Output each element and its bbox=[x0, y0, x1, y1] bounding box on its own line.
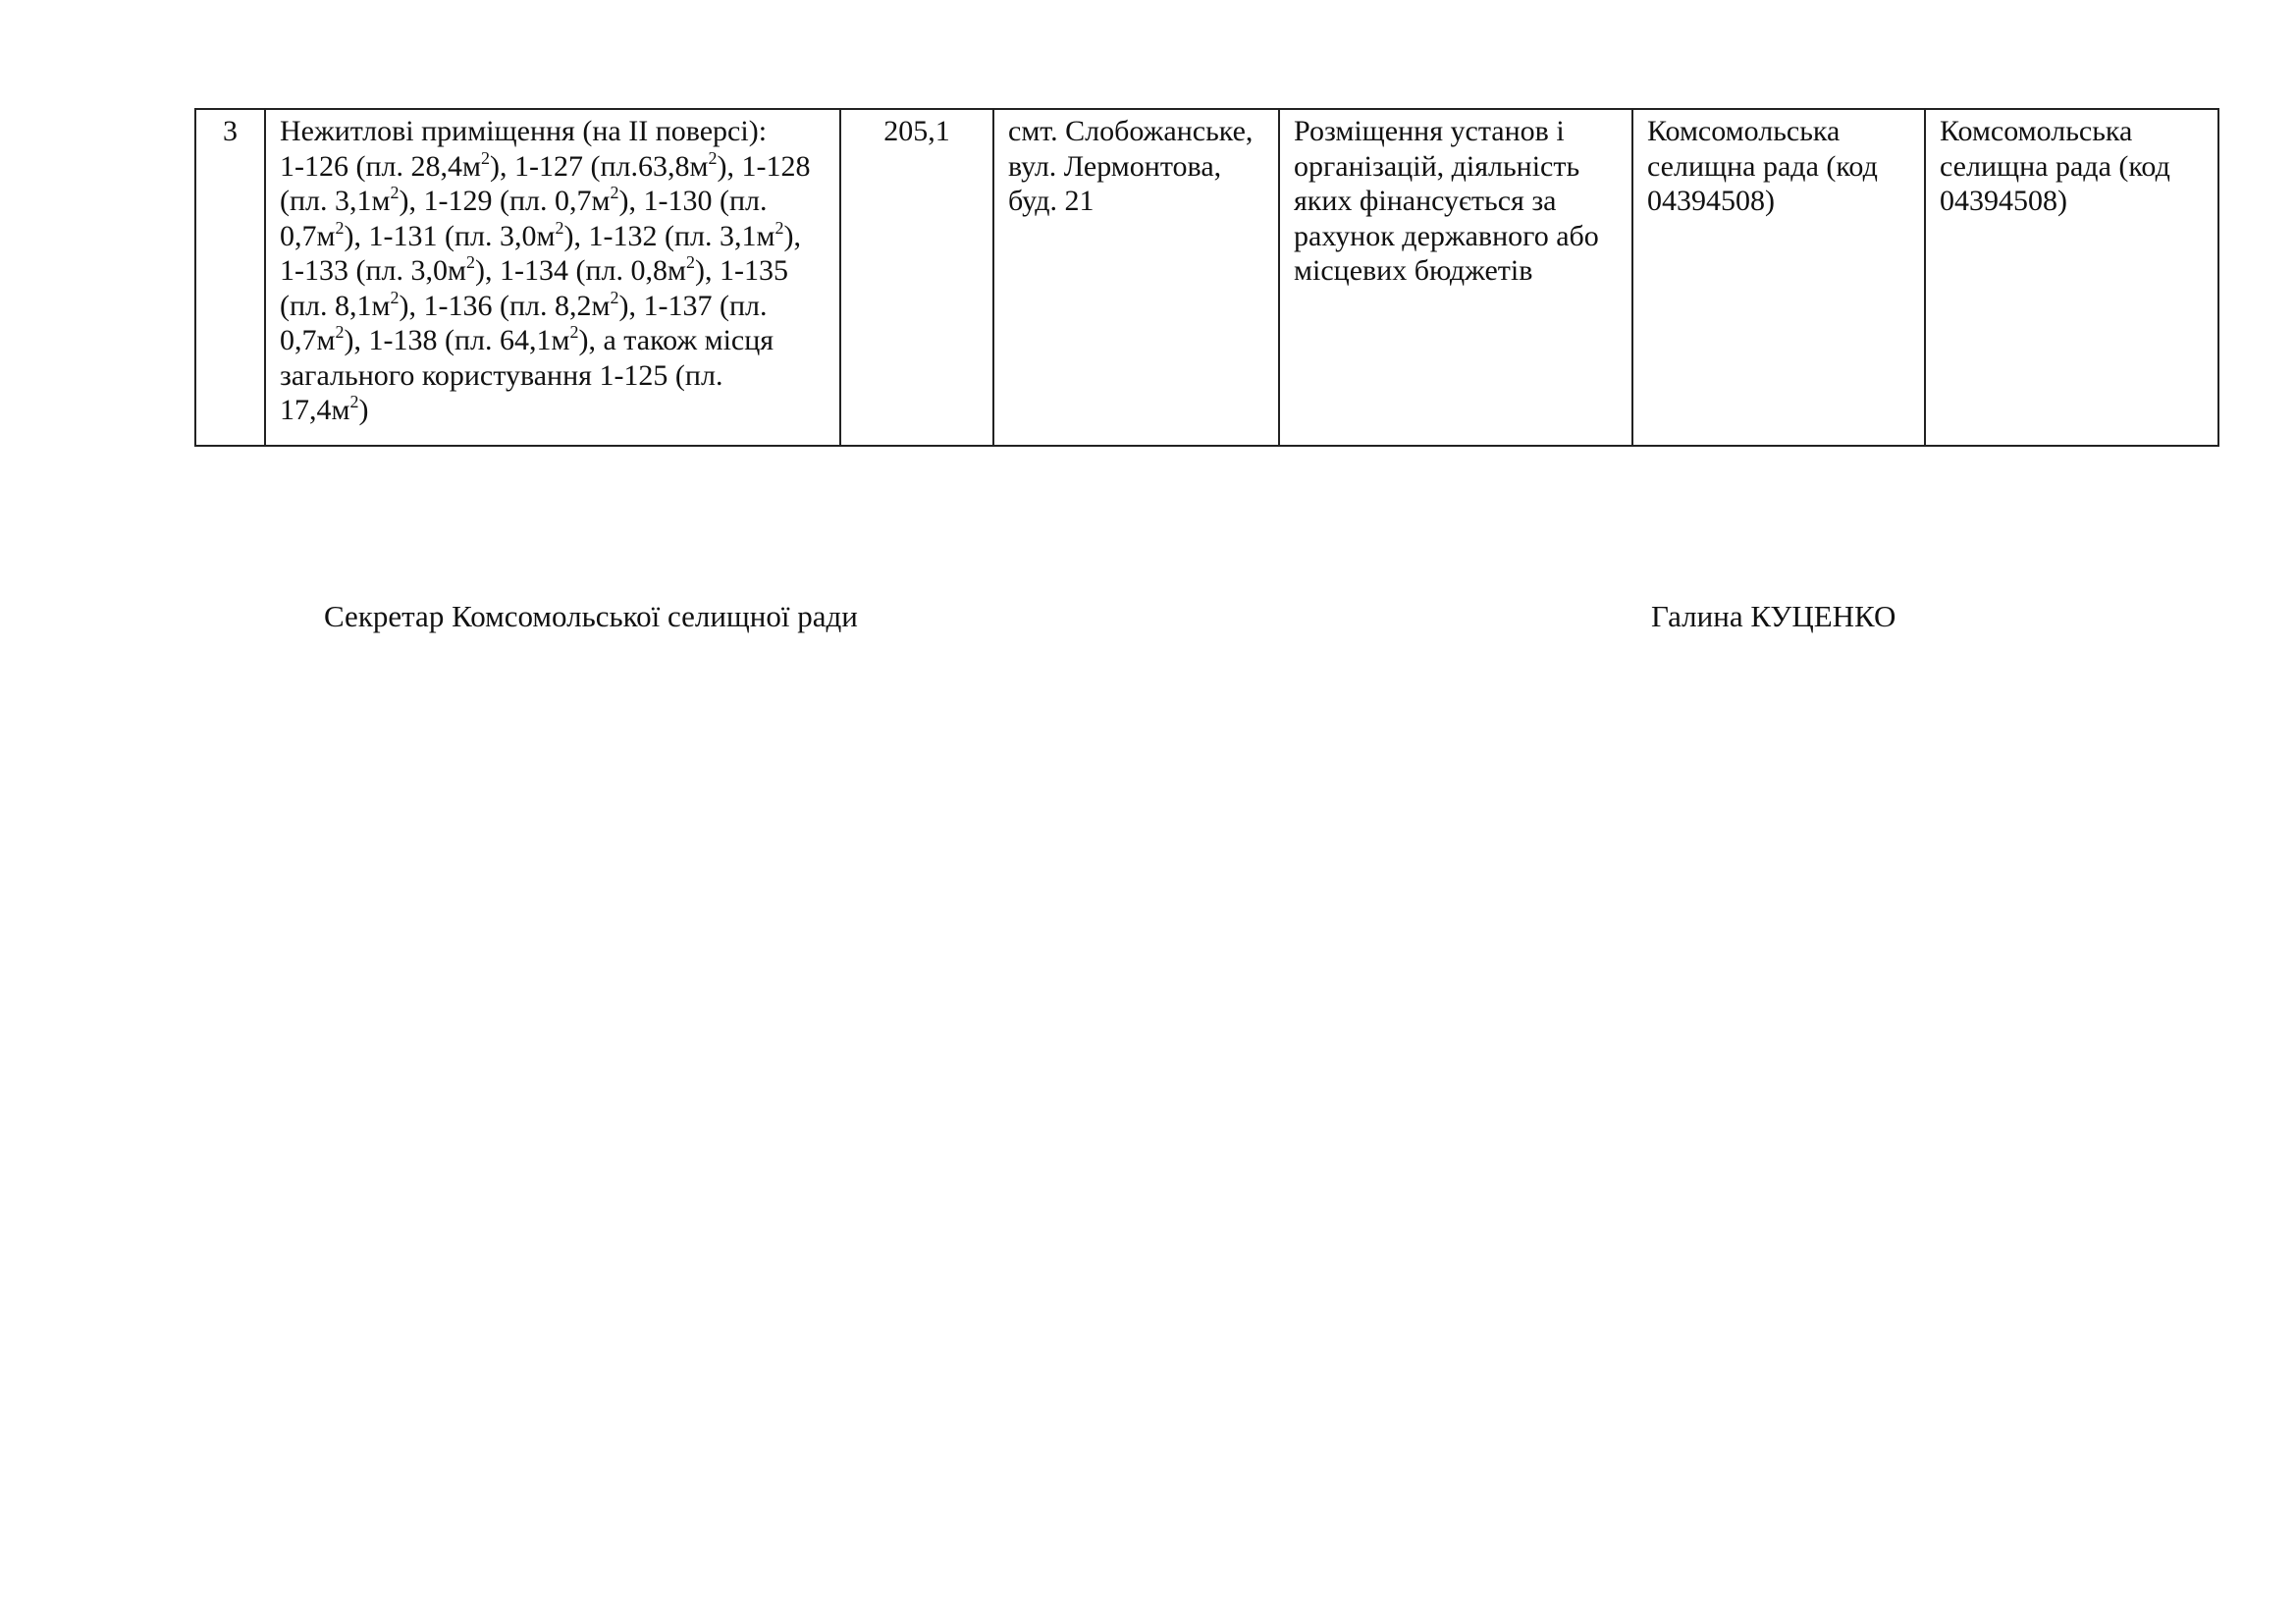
description-text: (пл. 8,1м bbox=[280, 289, 391, 322]
description-line bbox=[280, 253, 826, 289]
description-text: ) bbox=[358, 394, 369, 426]
address-text: смт. Слобожанське, вул. Лермонтова, буд. 21 bbox=[1008, 115, 1254, 217]
superscript-exponent: 2 bbox=[708, 147, 718, 168]
description-text: ), 1-130 (пл. bbox=[618, 185, 768, 217]
superscript-exponent: 2 bbox=[390, 183, 400, 202]
balance-holder-text: Комсомольська селищна рада (код 04394508) bbox=[1940, 115, 2170, 217]
area-cell bbox=[840, 109, 993, 446]
description-line bbox=[280, 114, 826, 149]
signatory-name: Галина КУЦЕНКО bbox=[1651, 599, 1896, 633]
area-value: 205,1 bbox=[883, 115, 950, 147]
superscript-exponent: 2 bbox=[390, 287, 400, 307]
description-text: ), 1-134 (пл. 0,8м bbox=[475, 254, 686, 287]
description-text: ), 1-138 (пл. 64,1м bbox=[344, 324, 570, 356]
superscript-exponent: 2 bbox=[774, 217, 784, 238]
superscript-exponent: 2 bbox=[466, 252, 475, 272]
description-line bbox=[280, 358, 826, 394]
superscript-exponent: 2 bbox=[685, 252, 695, 272]
superscript-exponent: 2 bbox=[349, 392, 359, 411]
description-line bbox=[280, 184, 826, 219]
table-row bbox=[195, 109, 2218, 446]
row-number: 3 bbox=[223, 115, 238, 147]
description-text: 0,7м bbox=[280, 219, 336, 252]
owner-text: Комсомольська селищна рада (код 04394508) bbox=[1647, 115, 1878, 217]
description-cell bbox=[265, 109, 840, 446]
description-text: ), 1-131 (пл. 3,0м bbox=[344, 219, 556, 252]
description-text: 0,7м bbox=[280, 324, 336, 356]
purpose-text: Розміщення установ і організацій, діяльність яких фінансується за рахунок державного або місцевих бюджетів bbox=[1294, 115, 1599, 287]
description-text: ), 1-128 bbox=[717, 149, 811, 183]
superscript-exponent: 2 bbox=[610, 183, 619, 202]
superscript-exponent: 2 bbox=[555, 217, 564, 238]
description-line bbox=[280, 219, 826, 254]
description-line bbox=[280, 289, 826, 324]
description-text: Нежитлові приміщення (на II поверсі): bbox=[280, 115, 768, 147]
description-text: загального користування 1-125 (пл. bbox=[280, 358, 723, 392]
description-text: ), 1-132 (пл. 3,1м bbox=[563, 219, 775, 252]
description-text: ), 1-135 bbox=[694, 254, 788, 287]
description-text: ), 1-127 (пл.63,8м bbox=[490, 149, 709, 183]
property-table bbox=[194, 108, 2219, 447]
superscript-exponent: 2 bbox=[481, 147, 490, 168]
description-text: ), а також місця bbox=[578, 324, 774, 356]
owner-cell bbox=[1632, 109, 1925, 446]
description-text: ), 1-136 (пл. 8,2м bbox=[399, 289, 611, 322]
superscript-exponent: 2 bbox=[610, 287, 619, 307]
premises-description bbox=[280, 114, 826, 428]
description-text: 17,4м bbox=[280, 394, 350, 426]
superscript-exponent: 2 bbox=[335, 322, 345, 342]
description-line bbox=[280, 393, 826, 428]
description-line bbox=[280, 323, 826, 358]
superscript-exponent: 2 bbox=[569, 322, 579, 342]
signatory-position: Секретар Комсомольської селищної ради bbox=[324, 599, 858, 633]
purpose-cell bbox=[1279, 109, 1632, 446]
description-text: ), 1-137 (пл. bbox=[618, 289, 768, 322]
description-text: ), bbox=[783, 219, 801, 252]
row-number-cell bbox=[195, 109, 265, 446]
description-text: (пл. 3,1м bbox=[280, 185, 391, 217]
address-cell bbox=[993, 109, 1279, 446]
description-line bbox=[280, 149, 826, 185]
description-text: 1-126 (пл. 28,4м bbox=[280, 149, 481, 183]
description-text: ), 1-129 (пл. 0,7м bbox=[399, 185, 611, 217]
balance-holder-cell bbox=[1925, 109, 2218, 446]
superscript-exponent: 2 bbox=[335, 217, 345, 238]
description-text: 1-133 (пл. 3,0м bbox=[280, 254, 466, 287]
